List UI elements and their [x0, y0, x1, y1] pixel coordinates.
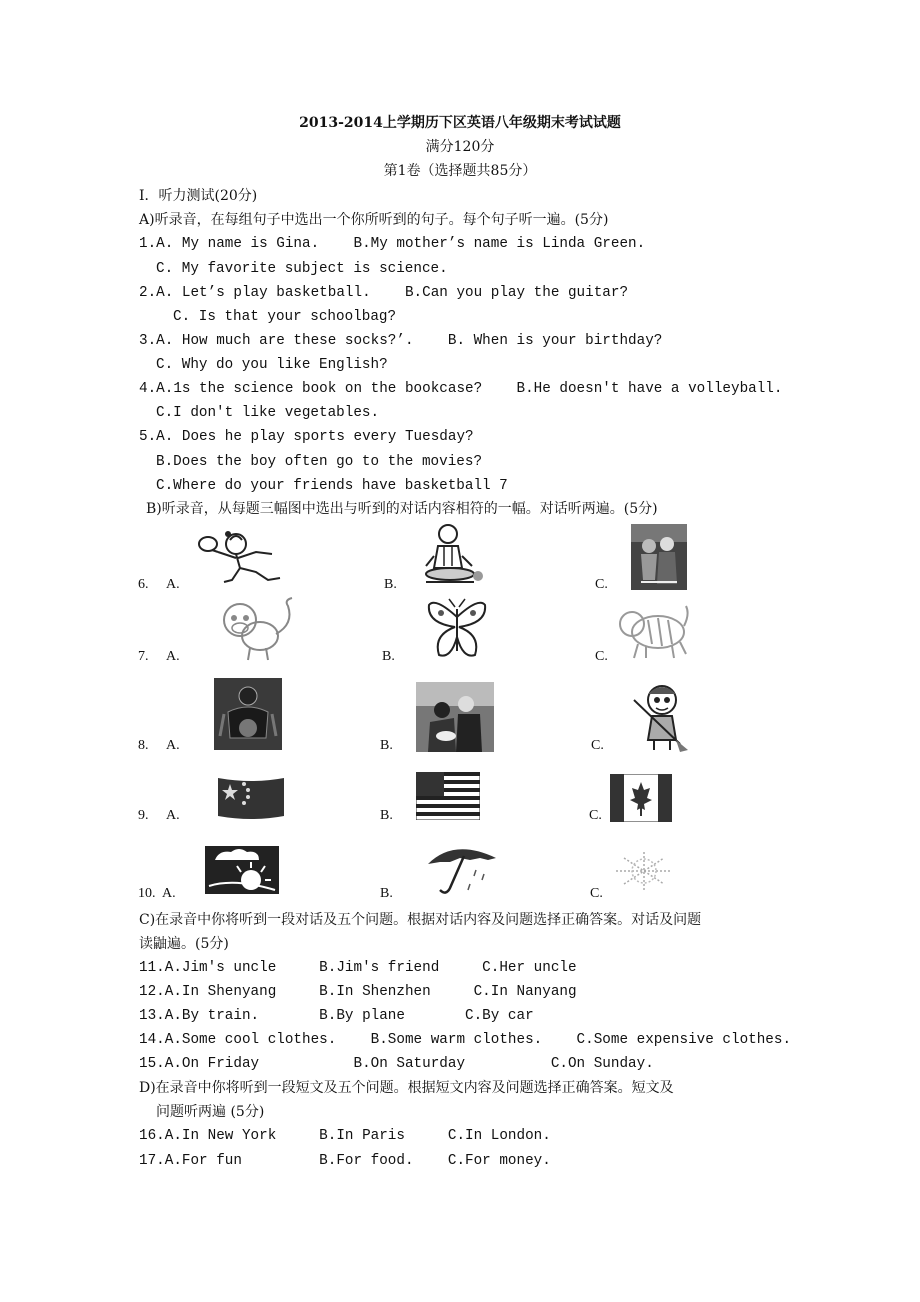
sectionC-instruction-2: 读鼬遍。(5分) — [139, 936, 229, 952]
q6-option-c: C. — [595, 577, 608, 592]
sectionB-instruction: B)听录音，从每题三幅图中选出与听到的对话内容相符的一幅。对话听两遍。(5分) — [146, 501, 658, 517]
two-people-photo-icon — [416, 682, 494, 752]
canada-flag-icon — [610, 774, 672, 822]
monkey-icon — [216, 594, 298, 662]
q16: 16.A.In New York B.In Paris C.In London. — [139, 1128, 551, 1144]
q6-option-a: A. — [166, 577, 180, 592]
q6-option-b: B. — [384, 577, 397, 592]
q5-line2: B.Does the boy often go to the movies? — [156, 454, 483, 470]
tiger-icon — [618, 596, 690, 662]
q3-line2: C. Why do you like English? — [156, 357, 388, 373]
q8-number: 8. — [138, 738, 149, 753]
basketball-player-photo-icon — [214, 678, 282, 750]
q12: 12.A.In Shenyang B.In Shenzhen C.In Nanyang — [139, 984, 577, 1000]
sectionC-instruction-1: C)在录音中你将听到一段对话及五个问题。根据对话内容及问题选择正确答案。对话及问题 — [139, 912, 702, 928]
full-score: 满分120分 — [425, 139, 495, 155]
tennis-player-icon — [196, 528, 292, 586]
butterfly-icon — [425, 597, 489, 663]
cook-icon — [418, 522, 488, 588]
q7-option-c: C. — [595, 649, 608, 664]
q2-line2: C. Is that your schoolbag? — [173, 309, 397, 325]
umbrella-rain-icon — [424, 844, 504, 898]
sectionD-instruction-2: 问题听两遍 (5分) — [156, 1104, 265, 1120]
volume-heading: 第1卷（选择题共85分） — [383, 163, 537, 179]
q5-line1: 5.A. Does he play sports every Tuesday? — [139, 429, 474, 445]
q11: 11.A.Jim's uncle B.Jim's friend C.Her uncle — [139, 960, 577, 976]
girl-with-broom-icon — [628, 680, 690, 752]
q9-number: 9. — [138, 808, 149, 823]
q1-line2: C. My favorite subject is science. — [156, 261, 448, 277]
q17: 17.A.For fun B.For food. C.For money. — [139, 1153, 551, 1169]
q10-option-b: B. — [380, 886, 393, 901]
q8-option-a: A. — [166, 738, 180, 753]
q7-number: 7. — [138, 649, 149, 664]
q4-line2: C.I don't like vegetables. — [156, 405, 380, 421]
sectionA-instruction: A)听录音，在每组句子中选出一个你所听到的句子。每个句子听一遍。(5分) — [139, 212, 609, 228]
q9-option-c: C. — [589, 808, 602, 823]
exam-title: 2013-2014上学期历下区英语八年级期末考试试题 — [299, 115, 621, 131]
snowflake-icon — [612, 848, 676, 894]
q7-option-b: B. — [382, 649, 395, 664]
q4-line1: 4.A.1s the science book on the bookcase? B.He doesn't have a volleyball. — [139, 381, 783, 397]
q8-option-c: C. — [591, 738, 604, 753]
china-flag-icon — [216, 776, 286, 822]
sun-cloud-icon — [205, 846, 279, 894]
couple-photo-icon — [631, 524, 687, 590]
q5-line3: C.Where do your friends have basketball 7 — [156, 478, 508, 494]
q10-option-a: A. — [162, 886, 176, 901]
q15: 15.A.On Friday B.On Saturday C.On Sunday. — [139, 1056, 654, 1072]
q1-line1: 1.A. My name is Gina. B.My mother’s name is Linda Green. — [139, 236, 646, 252]
q9-option-b: B. — [380, 808, 393, 823]
usa-flag-icon — [416, 772, 480, 820]
q9-option-a: A. — [166, 808, 180, 823]
q10-number: 10. — [138, 886, 156, 901]
q2-line1: 2.A. Let’s play basketball. B.Can you play the guitar? — [139, 285, 629, 301]
q8-option-b: B. — [380, 738, 393, 753]
sectionD-instruction-1: D)在录音中你将听到一段短文及五个问题。根据短文内容及问题选择正确答案。短文及 — [139, 1080, 674, 1096]
q3-line1: 3.A. How much are these socks?’. B. When is your birthday? — [139, 333, 663, 349]
q14: 14.A.Some cool clothes. B.Some warm clothes. C.Some expensive clothes. — [139, 1032, 792, 1048]
part1-heading: I．听力测试(20分) — [139, 188, 258, 204]
q10-option-c: C. — [590, 886, 603, 901]
q13: 13.A.By train. B.By plane C.By car — [139, 1008, 534, 1024]
q6-number: 6. — [138, 577, 149, 592]
q7-option-a: A. — [166, 649, 180, 664]
